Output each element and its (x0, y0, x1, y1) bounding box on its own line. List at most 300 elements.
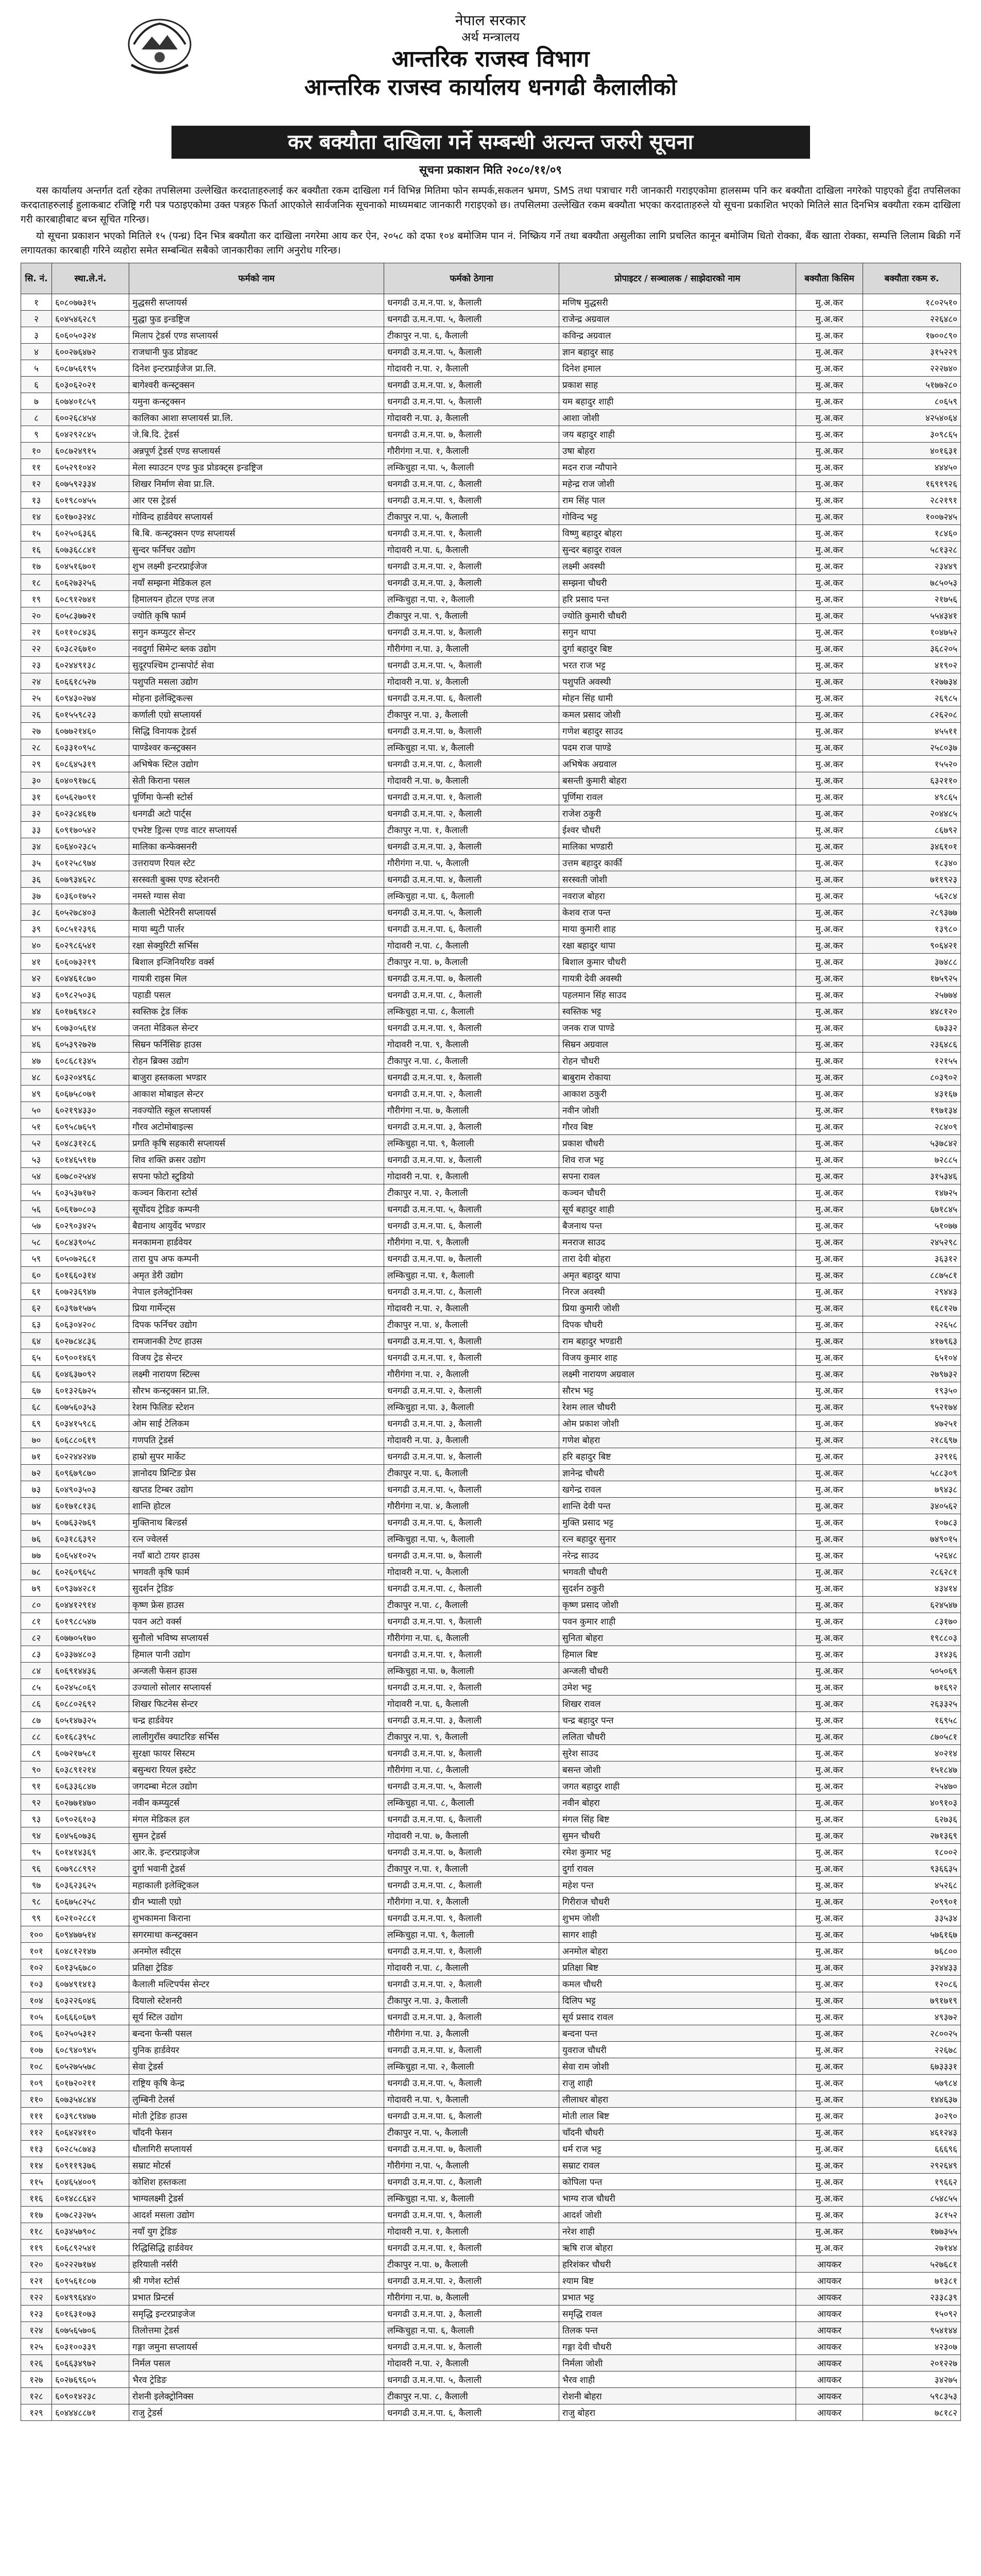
amount-cell: २७१४४ (863, 2240, 961, 2256)
serial-cell: ४९ (21, 1086, 52, 1102)
arrear-type-cell: आयकर (796, 2256, 863, 2273)
arrear-type-cell: मु.अ.कर (796, 1250, 863, 1267)
address-cell: धनगढी उ.म.न.पा. ६, कैलाली (384, 921, 559, 937)
pan-cell: ६०४९०३५०३ (52, 1481, 129, 1498)
amount-cell: २०९९०१ (863, 1893, 961, 1910)
table-row (21, 1135, 961, 1151)
firm-name-cell: मोती ट्रेडिङ हाउस (129, 2108, 384, 2124)
address-cell: धनगढी उ.म.न.पा. ४, कैलाली (384, 871, 559, 888)
address-cell: लम्किचुहा न.पा. ४, कैलाली (384, 739, 559, 756)
proprietor-cell: अन्जली चौधरी (559, 1663, 796, 1679)
proprietor-cell: आकाश ठकुरी (559, 1086, 796, 1102)
serial-cell: १२७ (21, 2371, 52, 2388)
pan-cell: ६०३८२६७१० (52, 640, 129, 657)
firm-name-cell: धौलागिरी सप्लायर्स (129, 2141, 384, 2157)
address-cell: धनगढी उ.म.न.पा. ७, कैलाली (384, 426, 559, 443)
address-cell: गोदावरी न.पा. ३, कैलाली (384, 410, 559, 426)
amount-cell: २९४४३ (863, 1283, 961, 1300)
table-row (21, 360, 961, 377)
amount-cell: १५१८४७ (863, 1761, 961, 1778)
table-row (21, 1382, 961, 1399)
notice-paragraph-2: यो सूचना प्रकाशन भएको मितिले १५ (पन्ध्र) दिन भित्र बक्यौता कर दाखिला नगरेमा आय कर ऐन, २०५८ को दफा १०४ बमोजिम पान नं. निष्क्रिय गर्ने तथा बक्यौता असुलीका लागि प्रचलित कानून बमोजिम धितो रोक्का, बैंक खाता रोक्का, सम्पत्ति लिलाम बिक्री गर्ने लगायतका कारबाही गरिने व्यहोरा समेत सम्बन्धित सबैको जानकारीका लागि अनुरोध गरिन्छ। (21, 230, 960, 256)
proprietor-cell: धर्म राज भट्ट (559, 2141, 796, 2157)
firm-name-cell: गङ्गा जमुना सप्लायर्स (129, 2338, 384, 2355)
proprietor-cell: नवराज बोहरा (559, 888, 796, 904)
address-cell: धनगढी उ.म.न.पा. २, कैलाली (384, 1382, 559, 1399)
pan-cell: ६०१६३१०७३ (52, 2306, 129, 2322)
pan-cell: ६०७३६८८४१ (52, 541, 129, 558)
table-row (21, 1118, 961, 1135)
pan-cell: ६०२४४९१३८ (52, 657, 129, 673)
arrear-type-cell: मु.अ.कर (796, 970, 863, 987)
firm-name-cell: आकाश मोबाइल सेन्टर (129, 1086, 384, 1102)
serial-cell: ७६ (21, 1531, 52, 1547)
address-cell: गोदावरी न.पा. ७, कैलाली (384, 1827, 559, 1844)
table-row (21, 2190, 961, 2207)
table-row (21, 2223, 961, 2240)
proprietor-cell: भगवती चौधरी (559, 1564, 796, 1580)
firm-name-cell: सरस्वती बुक्स एण्ड स्टेशनरी (129, 871, 384, 888)
table-row (21, 1020, 961, 1036)
proprietor-cell: दिनेश हमाल (559, 360, 796, 377)
pan-cell: ६०३४१५९८६ (52, 1415, 129, 1432)
address-cell: धनगढी उ.म.न.पा. ९, कैलाली (384, 1333, 559, 1349)
amount-cell: २५७७४ (863, 987, 961, 1003)
arrear-type-cell: मु.अ.कर (796, 1481, 863, 1498)
pan-cell: ६०६२७३२५६ (52, 574, 129, 591)
arrear-type-cell: मु.अ.कर (796, 1959, 863, 1976)
amount-cell: ७८५०५३ (863, 574, 961, 591)
pan-cell: ६०७५६०३५३ (52, 1399, 129, 1415)
arrear-type-cell: मु.अ.कर (796, 1926, 863, 1943)
pan-cell: ६०९००१४६९ (52, 1349, 129, 1366)
pan-cell: ६०८८०२६९२ (52, 1696, 129, 1712)
serial-cell: ३३ (21, 822, 52, 838)
serial-cell: ७० (21, 1432, 52, 1448)
arrear-type-cell: मु.अ.कर (796, 410, 863, 426)
serial-cell: १२ (21, 476, 52, 492)
amount-cell: १८०२५१० (863, 294, 961, 311)
arrear-type-cell: मु.अ.कर (796, 1893, 863, 1910)
proprietor-cell: बाबुराम रोकाया (559, 1069, 796, 1086)
proprietor-cell: प्रतिक्षा बिष्ट (559, 1959, 796, 1976)
proprietor-cell: स्वस्तिक भट्ट (559, 1003, 796, 1020)
amount-cell: ७४९०१५ (863, 1531, 961, 1547)
serial-cell: १९ (21, 591, 52, 607)
table-row (21, 987, 961, 1003)
firm-name-cell: शुभ लक्ष्मी इन्टरप्राईजेज (129, 558, 384, 574)
firm-name-cell: समृद्धि इन्टरप्राइजेज (129, 2306, 384, 2322)
serial-cell: ११५ (21, 2174, 52, 2190)
serial-cell: ९० (21, 1761, 52, 1778)
pan-cell: ६०६८८०६१९ (52, 1432, 129, 1448)
amount-cell: ४३४१४ (863, 1580, 961, 1597)
proprietor-cell: प्रभात भट्ट (559, 2289, 796, 2306)
firm-name-cell: रोशनी इलेक्ट्रोनिक्स (129, 2388, 384, 2404)
address-cell: धनगढी उ.म.न.पा. ३, कैलाली (384, 838, 559, 855)
serial-cell: २७ (21, 723, 52, 739)
table-row (21, 1448, 961, 1465)
table-row (21, 1663, 961, 1679)
firm-name-cell: सुन्दर फर्निचर उद्योग (129, 541, 384, 558)
address-cell: गोदावरी न.पा. ६, कैलाली (384, 541, 559, 558)
address-cell: गौरीगंगा न.पा. ४, कैलाली (384, 1498, 559, 1514)
firm-name-cell: ग्रीन भ्याली एग्रो (129, 1893, 384, 1910)
amount-cell: ६३२११० (863, 772, 961, 789)
firm-name-cell: बागेश्वरी कन्स्ट्रक्सन (129, 377, 384, 393)
arrear-type-cell: मु.अ.कर (796, 1498, 863, 1514)
proprietor-cell: बसन्त जोशी (559, 1761, 796, 1778)
serial-cell: ८६ (21, 1696, 52, 1712)
address-cell: धनगढी उ.म.न.पा. २, कैलाली (384, 558, 559, 574)
pan-cell: ६०४८१२१४७ (52, 1943, 129, 1959)
proprietor-cell: दिलिप भट्ट (559, 1992, 796, 2009)
address-cell: गौरीगंगा न.पा. ६, कैलाली (384, 1630, 559, 1646)
serial-cell: २३ (21, 657, 52, 673)
firm-name-cell: मोहना इलेक्ट्रिकल्स (129, 690, 384, 706)
address-cell: धनगढी उ.म.न.पा. ६, कैलाली (384, 1217, 559, 1234)
proprietor-cell: नवीन बोहरा (559, 1794, 796, 1811)
address-cell: धनगढी उ.म.न.पा. १, कैलाली (384, 1943, 559, 1959)
arrear-type-cell: मु.अ.कर (796, 1086, 863, 1102)
amount-cell: ४९८६५ (863, 789, 961, 805)
address-cell: टीकापुर न.पा. ३, कैलाली (384, 1992, 559, 2009)
amount-cell: १९८८०३ (863, 1630, 961, 1646)
serial-cell: ५५ (21, 1184, 52, 1201)
address-cell: धनगढी उ.म.न.पा. ६, कैलाली (384, 2108, 559, 2124)
serial-cell: २१ (21, 624, 52, 640)
amount-cell: ८८७५८१ (863, 1267, 961, 1283)
amount-cell: ९३६६३५ (863, 1860, 961, 1877)
amount-cell: २५८०३७ (863, 739, 961, 756)
amount-cell: २२२७४० (863, 360, 961, 377)
amount-cell: १५५२० (863, 756, 961, 772)
arrear-type-cell: मु.अ.कर (796, 541, 863, 558)
table-row (21, 640, 961, 657)
amount-cell: २२६७८ (863, 2042, 961, 2058)
proprietor-cell: ईश्वर चौधरी (559, 822, 796, 838)
proprietor-cell: भैरव शाही (559, 2371, 796, 2388)
table-row (21, 1415, 961, 1432)
pan-cell: ६०६०७३२१९ (52, 954, 129, 970)
table-row (21, 1910, 961, 1926)
address-cell: धनगढी उ.म.न.पा. ५, कैलाली (384, 2371, 559, 2388)
arrear-type-cell: मु.अ.कर (796, 525, 863, 541)
address-cell: गौरीगंगा न.पा. ८, कैलाली (384, 1761, 559, 1778)
address-cell: धनगढी उ.म.न.पा. ५, कैलाली (384, 393, 559, 410)
pan-cell: ६०१५५९८२३ (52, 706, 129, 723)
table-row (21, 1630, 961, 1646)
amount-cell: ७२८८५ (863, 1151, 961, 1168)
header-firm-name: फर्मको नाम (129, 263, 384, 294)
address-cell: गौरीगंगा न.पा. ३, कैलाली (384, 640, 559, 657)
pan-cell: ६०७७२१४६० (52, 723, 129, 739)
table-row (21, 1564, 961, 1580)
proprietor-cell: सुन्दर बहादुर रावल (559, 541, 796, 558)
table-row (21, 822, 961, 838)
firm-name-cell: माया ब्युटी पार्लर (129, 921, 384, 937)
amount-cell: ७११९२३ (863, 871, 961, 888)
table-row (21, 871, 961, 888)
pan-cell: ६०१६६०३१४ (52, 1267, 129, 1283)
arrear-type-cell: मु.अ.कर (796, 1069, 863, 1086)
address-cell: गोदावरी न.पा. ५, कैलाली (384, 1564, 559, 1580)
amount-cell: २४५२९८ (863, 1234, 961, 1250)
address-cell: लम्किचुहा न.पा. ६, कैलाली (384, 2322, 559, 2338)
proprietor-cell: चन्द्र बहादुर पन्त (559, 1712, 796, 1728)
firm-name-cell: जे.बि.दि. ट्रेडर्स (129, 426, 384, 443)
pan-cell: ६०४५६०७३६ (52, 1827, 129, 1844)
arrear-type-cell: मु.अ.कर (796, 1020, 863, 1036)
serial-cell: ४८ (21, 1069, 52, 1086)
arrear-type-cell: मु.अ.कर (796, 1118, 863, 1135)
pan-cell: ६०१४८८६४२ (52, 2190, 129, 2207)
firm-name-cell: मनकामना हार्डवेयर (129, 1234, 384, 1250)
serial-cell: ११४ (21, 2157, 52, 2174)
amount-cell: ४१९०२ (863, 657, 961, 673)
amount-cell: ४०२१४ (863, 1745, 961, 1761)
pan-cell: ६०६९१४४३६ (52, 1663, 129, 1679)
serial-cell: ६७ (21, 1382, 52, 1399)
firm-name-cell: कृष्ण फ्रेस हाउस (129, 1597, 384, 1613)
arrear-type-cell: मु.अ.कर (796, 1778, 863, 1794)
pan-cell: ६०११०८४३६ (52, 624, 129, 640)
table-row (21, 1976, 961, 1992)
table-row (21, 2371, 961, 2388)
proprietor-cell: रोहन चौधरी (559, 1053, 796, 1069)
amount-cell: ७१३८१ (863, 2273, 961, 2289)
proprietor-cell: रत्न बहादुर सुनार (559, 1531, 796, 1547)
table-row (21, 377, 961, 393)
serial-cell: १२५ (21, 2338, 52, 2355)
pan-cell: ६०९०१४२३८ (52, 2388, 129, 2404)
pan-cell: ६०१६८३९५८ (52, 1728, 129, 1745)
pan-cell: ६०५३९२७२७ (52, 1036, 129, 1053)
amount-cell: ७८१८२ (863, 2404, 961, 2421)
serial-cell: ५० (21, 1102, 52, 1118)
table-row (21, 2306, 961, 2322)
proprietor-cell: सम्झना चौधरी (559, 574, 796, 591)
firm-name-cell: सगुन कम्प्युटर सेन्टर (129, 624, 384, 640)
table-row (21, 2025, 961, 2042)
table-row (21, 2240, 961, 2256)
arrear-type-cell: मु.अ.कर (796, 344, 863, 360)
pan-cell: ६०६१७०८०३ (52, 1201, 129, 1217)
pan-cell: ६०१३५६७८० (52, 1959, 129, 1976)
amount-cell: २३६४८६ (863, 1036, 961, 1053)
pan-cell: ६०१९८०४५५ (52, 492, 129, 509)
proprietor-cell: माया कुमारी शाह (559, 921, 796, 937)
address-cell: धनगढी उ.म.न.पा. ६, कैलाली (384, 1811, 559, 1827)
proprietor-cell: लक्ष्मी नारायण अग्रवाल (559, 1366, 796, 1382)
firm-name-cell: राजु ट्रेडर्स (129, 2404, 384, 2421)
serial-cell: ४१ (21, 954, 52, 970)
firm-name-cell: रिद्धिसिद्धि हार्डवेयर (129, 2240, 384, 2256)
table-row (21, 1036, 961, 1053)
amount-cell: ४०९१०३ (863, 1794, 961, 1811)
proprietor-cell: हिमाल बिष्ट (559, 1646, 796, 1663)
serial-cell: ३ (21, 327, 52, 344)
firm-name-cell: नयाँ सम्झना मेडिकल हल (129, 574, 384, 591)
serial-cell: ३१ (21, 789, 52, 805)
pan-cell: ६०६७५८२५८ (52, 1893, 129, 1910)
pan-cell: ६०९०२६१०३ (52, 1811, 129, 1827)
firm-name-cell: सूर्योदय ट्रेडिङ कम्पनी (129, 1201, 384, 1217)
arrear-type-cell: मु.अ.कर (796, 1827, 863, 1844)
amount-cell: ८०३९०२ (863, 1069, 961, 1086)
amount-cell: २१८६९७ (863, 1432, 961, 1448)
table-row (21, 673, 961, 690)
amount-cell: २१७५६ (863, 591, 961, 607)
amount-cell: ३१५२२९ (863, 344, 961, 360)
table-row (21, 624, 961, 640)
amount-cell: ५३७८४२ (863, 1135, 961, 1151)
address-cell: गोदावरी न.पा. २, कैलाली (384, 1300, 559, 1316)
pan-cell: ६०१४१४३६९ (52, 1844, 129, 1860)
amount-cell: २७९७३२ (863, 1366, 961, 1382)
arrear-type-cell: मु.अ.कर (796, 1184, 863, 1201)
amount-cell: ४४८१२० (863, 1003, 961, 1020)
arrear-type-cell: मु.अ.कर (796, 772, 863, 789)
table-row (21, 2404, 961, 2421)
address-cell: धनगढी उ.म.न.पा. ४, कैलाली (384, 2338, 559, 2355)
pan-cell: ६०२५०५३१२ (52, 2025, 129, 2042)
table-row (21, 1844, 961, 1860)
pan-cell: ६०१२५८९७४ (52, 855, 129, 871)
pan-cell: ६०८९४०९४५ (52, 2042, 129, 2058)
amount-cell: ८३१७० (863, 1613, 961, 1630)
firm-name-cell: पशुपति मसला उद्योग (129, 673, 384, 690)
serial-cell: २४ (21, 673, 52, 690)
firm-name-cell: रेशम फिलिङ स्टेशन (129, 1399, 384, 1415)
proprietor-cell: राम बहादुर भण्डारी (559, 1333, 796, 1349)
proprietor-cell: मुक्ति प्रसाद भट्ट (559, 1514, 796, 1531)
proprietor-cell: हरिशंकर चौधरी (559, 2256, 796, 2273)
address-cell: धनगढी उ.म.न.पा. ८, कैलाली (384, 1283, 559, 1300)
address-cell: टीकापुर न.पा. ८, कैलाली (384, 2388, 559, 2404)
proprietor-cell: सागर शाही (559, 1926, 796, 1943)
amount-cell: ३६८२०५ (863, 640, 961, 657)
address-cell: टीकापुर न.पा. ७, कैलाली (384, 2256, 559, 2273)
proprietor-cell: भाग्य राज चौधरी (559, 2190, 796, 2207)
firm-name-cell: सेवा ट्रेडर्स (129, 2058, 384, 2075)
table-row (21, 772, 961, 789)
address-cell: धनगढी उ.म.न.पा. ८, कैलाली (384, 1580, 559, 1597)
firm-name-cell: खप्तड टिम्बर उद्योग (129, 1481, 384, 1498)
serial-cell: ५२ (21, 1135, 52, 1151)
arrear-type-cell: मु.अ.कर (796, 2108, 863, 2124)
amount-cell: ६७१८४५ (863, 1201, 961, 1217)
address-cell: धनगढी उ.म.न.पा. ३, कैलाली (384, 574, 559, 591)
table-row (21, 1761, 961, 1778)
arrear-type-cell: मु.अ.कर (796, 1844, 863, 1860)
firm-name-cell: गायत्री राइस मिल (129, 970, 384, 987)
arrear-type-cell: मु.अ.कर (796, 1630, 863, 1646)
address-cell: धनगढी उ.म.न.पा. ९, कैलाली (384, 1910, 559, 1926)
proprietor-cell: मोती लाल बिष्ट (559, 2108, 796, 2124)
amount-cell: २९२६४९ (863, 2157, 961, 2174)
proprietor-cell: सेवा राम जोशी (559, 2058, 796, 2075)
serial-cell: ११८ (21, 2223, 52, 2240)
arrear-type-cell: मु.अ.कर (796, 2124, 863, 2141)
table-row (21, 311, 961, 327)
firm-name-cell: दियालो स्टेशनरी (129, 1992, 384, 2009)
amount-cell: ८५४८५५ (863, 2190, 961, 2207)
amount-cell: २३४४९ (863, 558, 961, 574)
firm-name-cell: प्रभात प्रिन्टर्स (129, 2289, 384, 2306)
firm-name-cell: नेपाल इलेक्ट्रोनिक्स (129, 1283, 384, 1300)
firm-name-cell: सिद्धि विनायक ट्रेडर्स (129, 723, 384, 739)
serial-cell: ७४ (21, 1498, 52, 1514)
pan-cell: ६०२४५८०६९ (52, 1679, 129, 1696)
proprietor-cell: सपना रावल (559, 1168, 796, 1184)
amount-cell: १६९१९२६ (863, 476, 961, 492)
amount-cell: ४७२५१ (863, 1415, 961, 1432)
address-cell: धनगढी उ.म.न.पा. ८, कैलाली (384, 987, 559, 1003)
address-cell: धनगढी उ.म.न.पा. १, कैलाली (384, 1069, 559, 1086)
notice-title: कर बक्यौता दाखिला गर्ने सम्बन्धी अत्यन्त जरुरी सूचना (171, 126, 810, 159)
arrear-type-cell: आयकर (796, 2289, 863, 2306)
address-cell: धनगढी उ.म.न.पा. ८, कैलाली (384, 1877, 559, 1893)
arrear-type-cell: मु.अ.कर (796, 1597, 863, 1613)
arrear-type-cell: मु.अ.कर (796, 1316, 863, 1333)
arrear-type-cell: मु.अ.कर (796, 1267, 863, 1283)
proprietor-cell: खगेन्द्र रावल (559, 1481, 796, 1498)
arrear-type-cell: मु.अ.कर (796, 1514, 863, 1531)
proprietor-cell: केशव राज पन्त (559, 904, 796, 921)
pan-cell: ६०९४३०२७४ (52, 690, 129, 706)
address-cell: धनगढी उ.म.न.पा. ६, कैलाली (384, 690, 559, 706)
serial-cell: १०२ (21, 1959, 52, 1976)
amount-cell: १२१५५ (863, 1053, 961, 1069)
arrear-type-cell: मु.अ.कर (796, 1564, 863, 1580)
serial-cell: ९ (21, 426, 52, 443)
address-cell: धनगढी उ.म.न.पा. ७, कैलाली (384, 970, 559, 987)
firm-name-cell: हरियाली नर्सरी (129, 2256, 384, 2273)
pan-cell: ६०२३८४६१७ (52, 805, 129, 822)
firm-name-cell: अनमोल स्वीट्स (129, 1943, 384, 1959)
amount-cell: १००७२४५ (863, 509, 961, 525)
address-cell: टीकापुर न.पा. ३, कैलाली (384, 706, 559, 723)
amount-cell: ७६८०० (863, 1943, 961, 1959)
address-cell: धनगढी उ.म.न.पा. ३, कैलाली (384, 1118, 559, 1135)
amount-cell: २३३८३९ (863, 2289, 961, 2306)
address-cell: धनगढी उ.म.न.पा. ८, कैलाली (384, 476, 559, 492)
serial-cell: ५७ (21, 1217, 52, 1234)
arrear-type-cell: मु.अ.कर (796, 1860, 863, 1877)
proprietor-cell: मदन राज न्यौपाने (559, 459, 796, 476)
table-row (21, 1267, 961, 1283)
proprietor-cell: विष्णु बहादुर बोहरा (559, 525, 796, 541)
proprietor-cell: सिम्रन अग्रवाल (559, 1036, 796, 1053)
arrear-type-cell: मु.अ.कर (796, 1366, 863, 1382)
pan-cell: ६००२६८४५४ (52, 410, 129, 426)
firm-name-cell: ओम साई टेलिकम (129, 1415, 384, 1432)
proprietor-cell: पवन कुमार शाही (559, 1613, 796, 1630)
arrear-type-cell: मु.अ.कर (796, 1547, 863, 1564)
address-cell: टीकापुर न.पा. ९, कैलाली (384, 607, 559, 624)
address-cell: गोदावरी न.पा. २, कैलाली (384, 360, 559, 377)
address-cell: धनगढी उ.म.न.पा. ७, कैलाली (384, 1250, 559, 1267)
arrear-type-cell: मु.अ.कर (796, 855, 863, 871)
pan-cell: ६०४५१६७०१ (52, 558, 129, 574)
address-cell: धनगढी उ.म.न.पा. ५, कैलाली (384, 657, 559, 673)
table-row (21, 1597, 961, 1613)
pan-cell: ६०९६७९८७० (52, 1465, 129, 1481)
table-row (21, 393, 961, 410)
table-row (21, 1102, 961, 1118)
serial-cell: ७ (21, 393, 52, 410)
